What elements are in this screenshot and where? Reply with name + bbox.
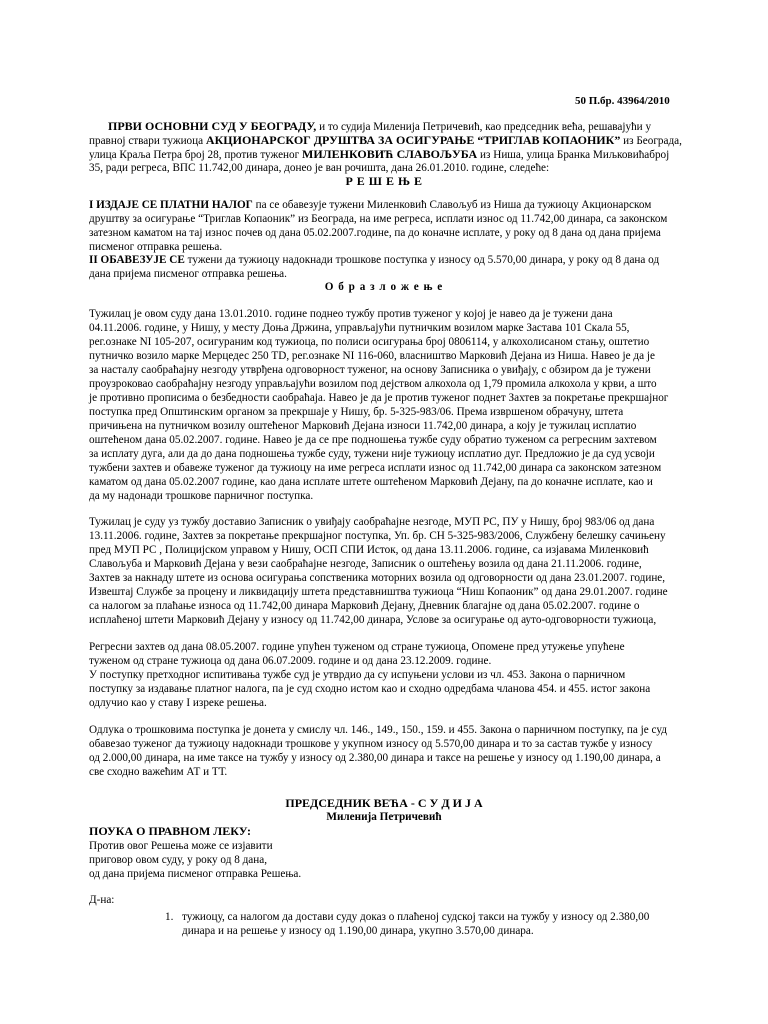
para1-line: рег.ознаке NI 105-207, осигураним код тужиоца, по полиси осигурања број 0806114, у алкохолисаном стању, оштетио [89,336,650,348]
intro-line-3-tail: из Ниша, улица Бранка Миљковићаброј [477,149,670,161]
para1-line: оштећеном дана 05.02.2007. године. Навео је да се пре подношења тужбе суду обратио туженом са регресним захтевом [89,434,657,446]
item1-line-4: писменог отправка решења. [89,241,223,253]
para1-line: причињена на путничком возилу оштећеног Марковић Дејана износи 11.742,00 динара, а коју је тужилац исплатио [89,420,637,432]
para2-line: Извештај Службе за процену и ликвидацију штета представништва тужиоца “Ниш Копаоник” од дана 29.01.2007. године [89,586,668,598]
item1-line-1-text: па се обавезује тужени Миленковић Славољуб из Ниша да тужиоцу Акционарском [252,199,652,211]
item2-label: II ОБАВЕЗУЈЕ СЕ [89,254,185,266]
item1-label: I ИЗДАЈЕ СЕ ПЛАТНИ НАЛОГ [89,199,253,211]
para1-line: каматом од дана 05.02.2007 године, као дана исплате штете оштећеном Марковић Дејану, па до коначне исплате, као и [89,476,653,488]
para2-line: Славољуба и Марковић Дејана у вези саобраћајне незгоде, Записник о оштећењу возила од дана 21.11.2006. године, [89,558,642,570]
para1-line: путничко возило марке Мерцедес 250 TD, рег.ознаке NI 116-060, власништво Марковић Дејана из Ниша. Навео је да је [89,350,655,362]
legal-remedy-line: од дана пријема писменог отправка Решења. [89,868,302,880]
para1-line: тужбени захтев и обавеже туженог да тужиоцу на име регреса исплати износ од 11.742,00 динара са законском затезном [89,462,662,474]
para3-line: У поступку претходног испитивања тужбе суд је утврдио да су испуњени услови из чл. 453. Закона о парничном [89,669,626,681]
para2-line: Тужилац је суду уз тужбу доставио Записник о увиђају саобраћајне незгоде, МУП РС, ПУ у Нишу, број 983/06 од дана [89,516,655,528]
delivery-item-number: 1. [165,911,174,923]
delivery-label: Д-на: [89,894,115,906]
para3-line: поступку за издавање платног налога, па је суд сходно истом као и сходно одредбама чланова 454. и 455. истог закона [89,683,651,695]
para3-line: Регресни захтев од дана 08.05.2007. године упућен туженом од стране тужиоца, Опомене пред утужење упућене [89,641,625,653]
para4-line: Одлука о трошковима поступка је донета у смислу чл. 146., 149., 150., 159. и 455. Закона о парничном поступку, па је суд [89,724,667,736]
para1-line: је противно прописима о безбедности саобраћаја. Навео је да је против туженог поднет Захтев за покретање прекршајног [89,392,669,404]
para1-line: 04.11.2006. године, у Нишу, у месту Доња Држина, управљајући путничким возилом марке Застава 101 Скала 55, [89,322,630,334]
para2-line: 13.11.2006. године, Захтев за покретање прекршајног поступка, Уп. бр. СН 5-325-983/2006, Службену белешку сачињену [89,530,666,542]
intro-line-4: 35, ради регреса, ВПС 11.742,00 динара, донео је ван рочишта, дана 26.01.2010. године, следеће: [89,162,550,174]
item1-line-2: друштву за осигурање “Триглав Копаоник” из Београда, на име регреса, исплати износ од 11.742,00 динара, са законском [89,213,668,225]
intro-line-1-text: и то судија Миленија Петричевић, као председник већа, решавајући у [316,121,652,133]
para2-line: исплаћеној штети Марковић Дејану у износу од 11.742,00 динара, Услове за осигурање од ауто-одговорности тужиоца, [89,614,657,626]
plaintiff-name: АКЦИОНАРСКОГ ДРУШТВА ЗА ОСИГУРАЊЕ “ТРИГЛАВ КОПАОНИК” [205,133,621,147]
legal-remedy-title: ПОУКА О ПРАВНОМ ЛЕКУ: [89,824,252,838]
legal-remedy-line: приговор овом суду, у року од 8 дана, [89,854,267,866]
signature-title: ПРЕДСЕДНИК ВЕЋА - С У Д И Ј А [285,796,483,810]
reasoning-title: О б р а з л о ж е њ е [324,281,444,293]
para4-line: све сходно важећим АТ и ТТ. [89,766,228,778]
para4-line: обавезао туженог да тужиоцу надокнади трошкове у укупном износу од 5.570,00 динара и то за састав тужбе у износу [89,738,653,750]
item2-line-1-text: тужени да тужиоцу надокнади трошкове поступка у износу од 5.570,00 динара, у року од 8 дана од [184,254,660,266]
case-number: 50 П.бр. 43964/2010 [575,95,670,107]
para1-line: да му надонади трошкове парничног поступка. [89,490,314,502]
intro-line-3-text: улица Краља Петра број 28, против туженог [89,149,303,161]
intro-line-2-text: правној ствари тужиоца [89,135,206,147]
decision-title: Р Е Ш Е Њ Е [345,174,423,188]
para3-line: туженом од стране тужиоца од дана 06.07.2009. године и од дана 23.12.2009. године. [89,655,492,667]
para1-line: за насталу саобраћајну незгоду утврђена одговорност туженог, на основу Записника о увиђају, с обзиром да је тужени [89,364,651,376]
court-name: ПРВИ ОСНОВНИ СУД У БЕОГРАДУ, [108,119,317,133]
intro-line-1 [108,120,651,134]
para1-line: Тужилац је овом суду дана 13.01.2010. године поднео тужбу против туженог у којој је навео да је тужени дана [89,308,613,320]
para1-line: проузроковао саобраћајну незгоду управљајући возилом под дејством алкохола од 1,79 промила алкохола у крви, а што [89,378,657,390]
signature-name: Миленија Петричевић [326,811,442,823]
para2-line: Захтев за накнаду штете из основа осигурања сопственика моторних возила од одговорности од дана 23.01.2007. године, [89,572,666,584]
intro-line-2 [89,134,682,148]
para2-line: пред МУП РС , Полицијском управом у Нишу, ОСП СПИ Исток, од дана 13.11.2006. године, са изјавама Миленковић [89,544,649,556]
item2-line-1 [89,254,659,267]
para1-line: за исплату дуга, али да до дана подношења тужбе суду, тужени није тужиоцу исплатио дуг. Предложио је да суд усвоји [89,448,655,460]
para4-line: од 2.000,00 динара, на име таксе на тужбу у износу од 2.380,00 динара и таксе на решење у износу од 1.190,00 динара, а [89,752,661,764]
para2-line: са налогом за плаћање износа од 11.742,00 динара Марковић Дејану, Дневник благајне од дана 05.02.2007. године о [89,600,640,612]
para1-line: поступка пред Општинским органом за прекршаје у Нишу, бр. 5-325-983/06. Према извршеном обрачуну, штета [89,406,624,418]
item2-line-2: дана пријема писменог отправка решења. [89,268,287,280]
intro-line-2-tail: из Београда, [620,135,682,147]
para3-line: одлучио као у ставу I изреке решења. [89,697,267,709]
legal-remedy-line: Против овог Решења може се изјавити [89,840,273,852]
item1-line-3: затезном каматом на тај износ почев од дана 05.02.2007.године, па до коначне исплате, у року од 8 дана од дана пријема [89,227,661,239]
item1-line-1 [89,199,651,212]
delivery-item-line-1: тужиоцу, са налогом да достави суду доказ о плаћеној судској такси на тужбу у износу од 2.380,00 [182,911,650,923]
intro-line-3 [89,148,669,162]
delivery-item-line-2: динара и на решење у износу од 1.190,00 динара, укупно 3.570,00 динара. [182,925,534,937]
defendant-name: МИЛЕНКОВИЋ СЛАВОЉУБА [302,147,478,161]
